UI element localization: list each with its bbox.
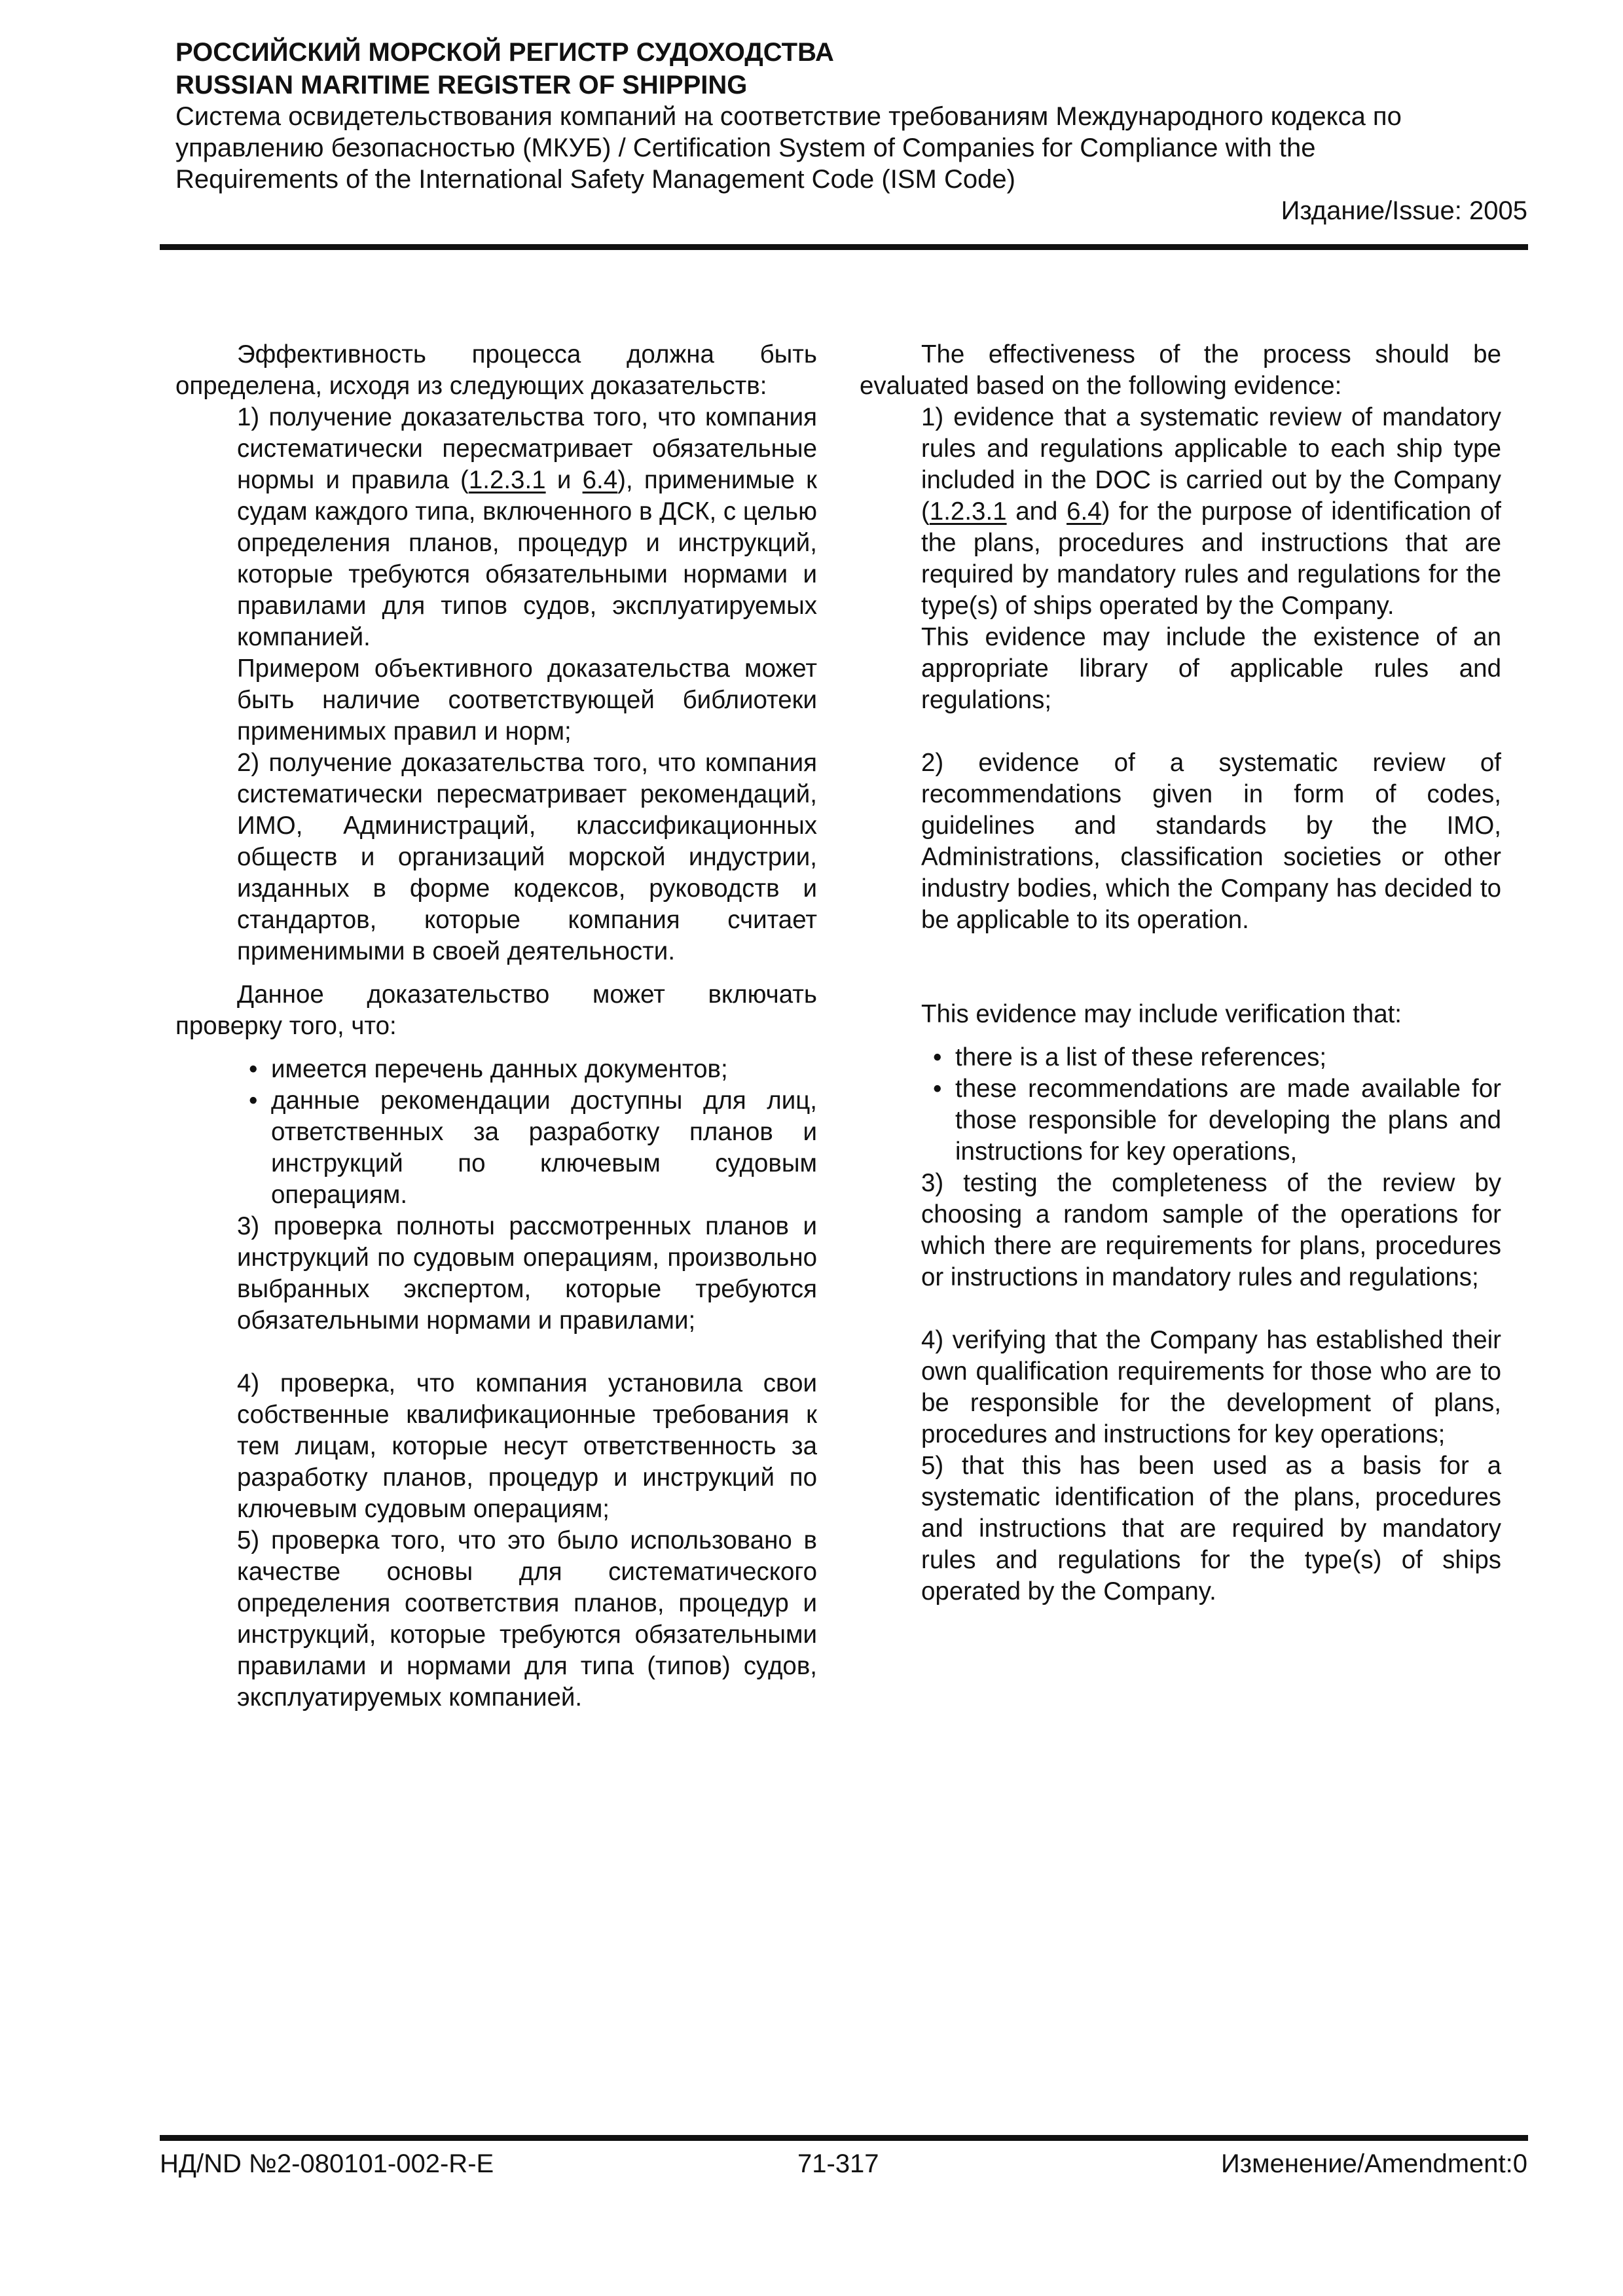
en-ref-6-4[interactable]: 6.4: [1067, 497, 1102, 526]
ru-item-4: 4) проверка, что компания установила свои собственные квалификационные требования к тем лицам, которые несут ответственность за разработку планов, процедур и инструкций по ключевым судовым операциям;: [237, 1369, 817, 1523]
en-item-3: 3) testing the completeness of the review by choosing a random sample of the operations for which there are requirements for plans, procedures or instructions in mandatory rules and regulations;: [921, 1169, 1501, 1291]
en-bullet-1-text: there is a list of these references;: [955, 1043, 1327, 1071]
en-ref-1-2-3-1[interactable]: 1.2.3.1: [929, 497, 1007, 526]
spacer: [175, 1336, 817, 1368]
footer-doc-number: НД/ND №2-080101-002-R-E: [160, 2149, 494, 2178]
header-description: Система освидетельствования компаний на соответствие требованиям Международного кодекса по управлению безопасностью (МКУБ) / Certification System of Companies for Compliance with the Requirements of the International Safety Management Code (ISM Code): [175, 102, 1402, 194]
ru-item-1: [175, 402, 817, 653]
ru-bullet-1-text: имеется перечень данных документов;: [271, 1055, 728, 1083]
column-english: [860, 339, 1501, 1607]
en-item-1: [860, 402, 1501, 622]
footer-rule: [160, 2135, 1528, 2141]
header-issue: Издание/Issue: 2005: [1281, 196, 1527, 225]
header-title-ru: РОССИЙСКИЙ МОРСКОЙ РЕГИСТР СУДОХОДСТВА: [175, 38, 834, 67]
bullet-icon: •: [933, 1043, 942, 1071]
ru-bullet-2-text: данные рекомендации доступны для лиц, ответственных за разработку планов и инструкций по ключевым судовым операциям.: [271, 1086, 817, 1209]
ru-item-1-example: Примером объективного доказательства может быть наличие соответствующей библиотеки применимых правил и норм;: [237, 655, 817, 745]
footer-amendment: Изменение/Amendment:0: [1221, 2149, 1527, 2178]
spacer: [860, 1030, 1501, 1042]
en-item-4: 4) verifying that the Company has established their own qualification requirements for those who are to be responsible for the development of plans, procedures and instructions for key operations;: [921, 1326, 1501, 1448]
en-intro: The effectiveness of the process should be evaluated based on the following evidence:: [860, 340, 1501, 400]
ru-intro: Эффективность процесса должна быть определена, исходя из следующих доказательств:: [175, 340, 817, 400]
en-bullet-1: [860, 1042, 1501, 1073]
ru-bullet-1: [175, 1054, 817, 1085]
bullet-icon: •: [249, 1055, 258, 1083]
ru-item-1-text-a: 1) получение доказательства того, что компания систематически пересматривает обязательные нормы и правила (: [237, 403, 817, 494]
header-rule: [160, 244, 1528, 250]
en-verify-intro: This evidence may include verification that:: [921, 1000, 1402, 1028]
ru-bullet-2: [175, 1085, 817, 1211]
en-item-1-example: This evidence may include the existence of an appropriate library of applicable rules and regulations;: [921, 623, 1501, 714]
ru-item-1-and: и: [545, 466, 583, 494]
spacer: [860, 936, 1501, 999]
ru-item-5: 5) проверка того, что это было использовано в качестве основы для систематического определения соответствия планов, процедур и инструкций, которые требуются обязательными правилами и нормами для типа (типов) судов, эксплуатируемых компанией.: [237, 1526, 817, 1712]
en-item-1-text-a: 1) evidence that a systematic review of mandatory rules and regulations applicable to each ship type included in the DOC is carried out by the Company (: [921, 403, 1501, 526]
en-item-1-and: and: [1006, 497, 1067, 526]
spacer: [175, 967, 817, 979]
ru-item-2: 2) получение доказательства того, что компания систематически пересматривает рекомендаций, ИМО, Администраций, классификационных обществ и организаций морской индустрии, изданных в форме кодексов, руководств и стандартов, которые компания считает применимыми в своей деятельности.: [237, 749, 817, 965]
footer-page-number: 71-317: [797, 2149, 879, 2178]
spacer: [175, 1042, 817, 1054]
en-item-1-text-b: ) for the purpose of identification of the plans, procedures and instructions that are required by mandatory rules and regulations for the type(s) of ships operated by the Company.: [921, 497, 1501, 620]
ru-verify-intro: Данное доказательство может включать проверку того, что:: [175, 980, 817, 1040]
ru-ref-1-2-3-1[interactable]: 1.2.3.1: [468, 466, 546, 494]
bullet-icon: •: [249, 1086, 258, 1115]
en-item-2: 2) evidence of a systematic review of recommendations given in form of codes, guidelines and standards by the IMO, Administrations, classification societies or other industry bodies, which the Company has decided to be applicable to its operation.: [921, 749, 1501, 934]
spacer: [860, 1293, 1501, 1325]
ru-item-3: 3) проверка полноты рассмотренных планов и инструкций по судовым операциям, произвольно выбранных экспертом, которые требуются обязательными нормами и правилами;: [237, 1212, 817, 1335]
header-title-en: RUSSIAN MARITIME REGISTER OF SHIPPING: [175, 71, 748, 99]
en-item-5: 5) that this has been used as a basis for a systematic identification of the plans, procedures and instructions that are required by mandatory rules and regulations for the type(s) of ships operated by the Company.: [921, 1452, 1501, 1605]
bullet-icon: •: [933, 1075, 942, 1103]
en-bullet-2: [860, 1073, 1501, 1168]
spacer: [860, 716, 1501, 747]
column-russian: [175, 339, 817, 1713]
ru-item-1-text-b: ), применимые к судам каждого типа, включенного в ДСК, с целью определения планов, процедур и инструкций, которые требуются обязательными нормами и правилами для типов судов, эксплуатируемых компанией.: [237, 466, 817, 651]
en-bullet-2-text: these recommendations are made available for those responsible for developing the plans and instructions for key operations,: [955, 1075, 1501, 1166]
ru-ref-6-4[interactable]: 6.4: [582, 466, 618, 494]
